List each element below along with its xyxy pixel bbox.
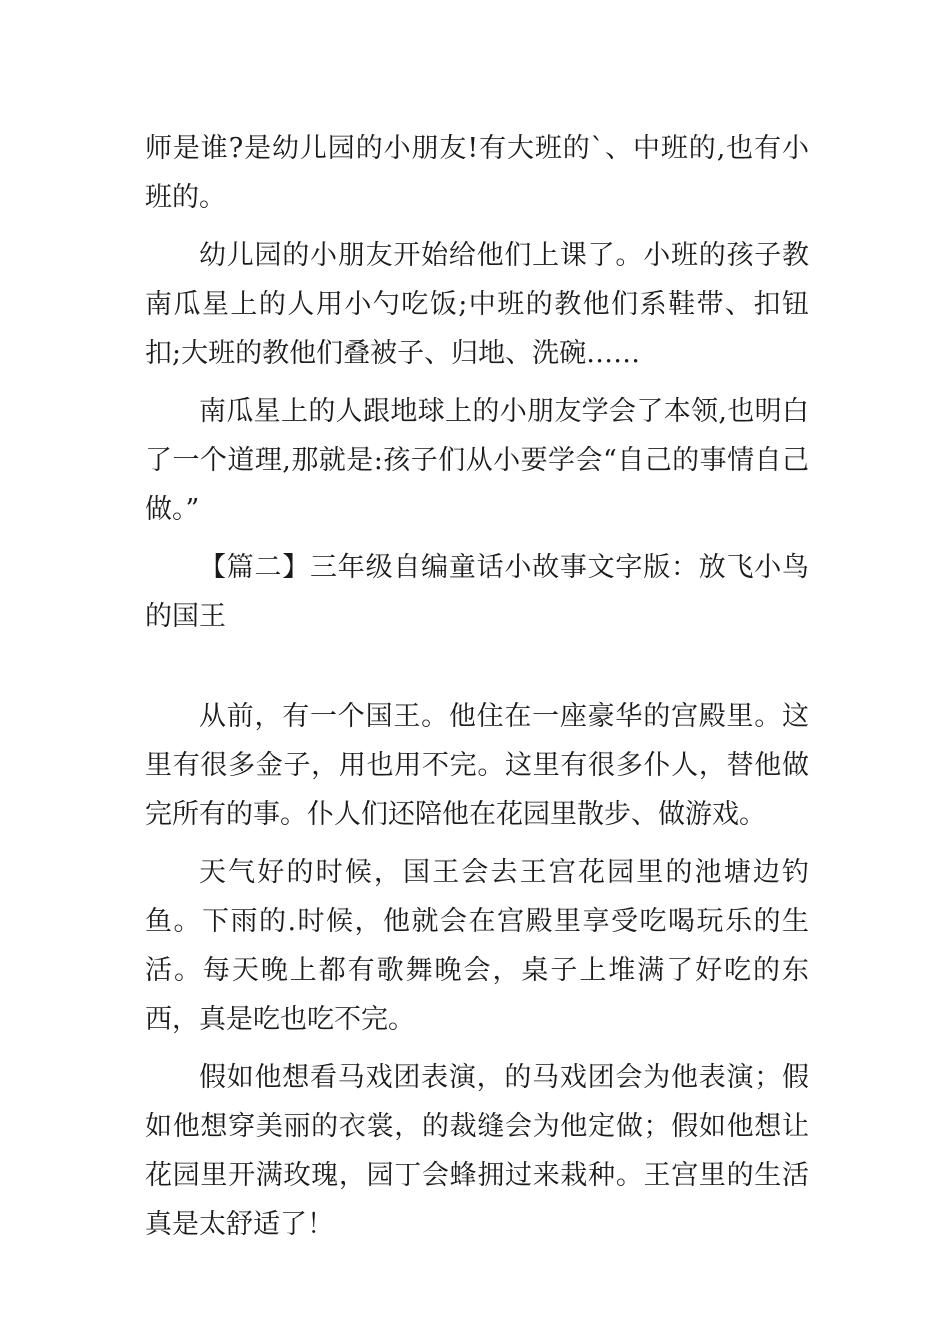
paragraph-lessons: 幼儿园的小朋友开始给他们上课了。小班的孩子教南瓜星上的人用小勺吃饭;中班的教他们系鞋带、扣钮扣;大班的教他们叠被子、归地、洗碗…… bbox=[145, 240, 809, 369]
paragraph-continuation: 师是谁?是幼儿园的小朋友!有大班的`、中班的,也有小班的。 bbox=[145, 133, 809, 213]
paragraph-king-palace: 从前，有一个国王。他住在一座豪华的宫殿里。这里有很多金子，用也用不完。这里有很多仆人，替他做完所有的事。仆人们还陪他在花园里散步、做游戏。 bbox=[145, 701, 809, 830]
section-heading: 【篇二】三年级自编童话小故事文字版：放飞小鸟的国王 bbox=[145, 552, 809, 632]
paragraph-king-leisure: 天气好的时候，国王会去王宫花园里的池塘边钓鱼。下雨的.时候，他就会在宫殿里享受吃喝玩乐的生活。每天晚上都有歌舞晚会，桌子上堆满了好吃的东西，真是吃也吃不完。 bbox=[145, 857, 809, 1035]
blank-line bbox=[145, 650, 809, 692]
document-body bbox=[145, 124, 809, 1258]
paragraph-lesson-learned: 南瓜星上的人跟地球上的小朋友学会了本领,也明白了一个道理,那就是:孩子们从小要学会“自己的事情自己做。” bbox=[145, 396, 809, 525]
paragraph-king-wishes: 假如他想看马戏团表演，的马戏团会为他表演；假如他想穿美丽的衣裳，的裁缝会为他定做；假如他想让花园里开满玫瑰，园丁会蜂拥过来栽种。王宫里的生活真是太舒适了！ bbox=[145, 1062, 809, 1240]
